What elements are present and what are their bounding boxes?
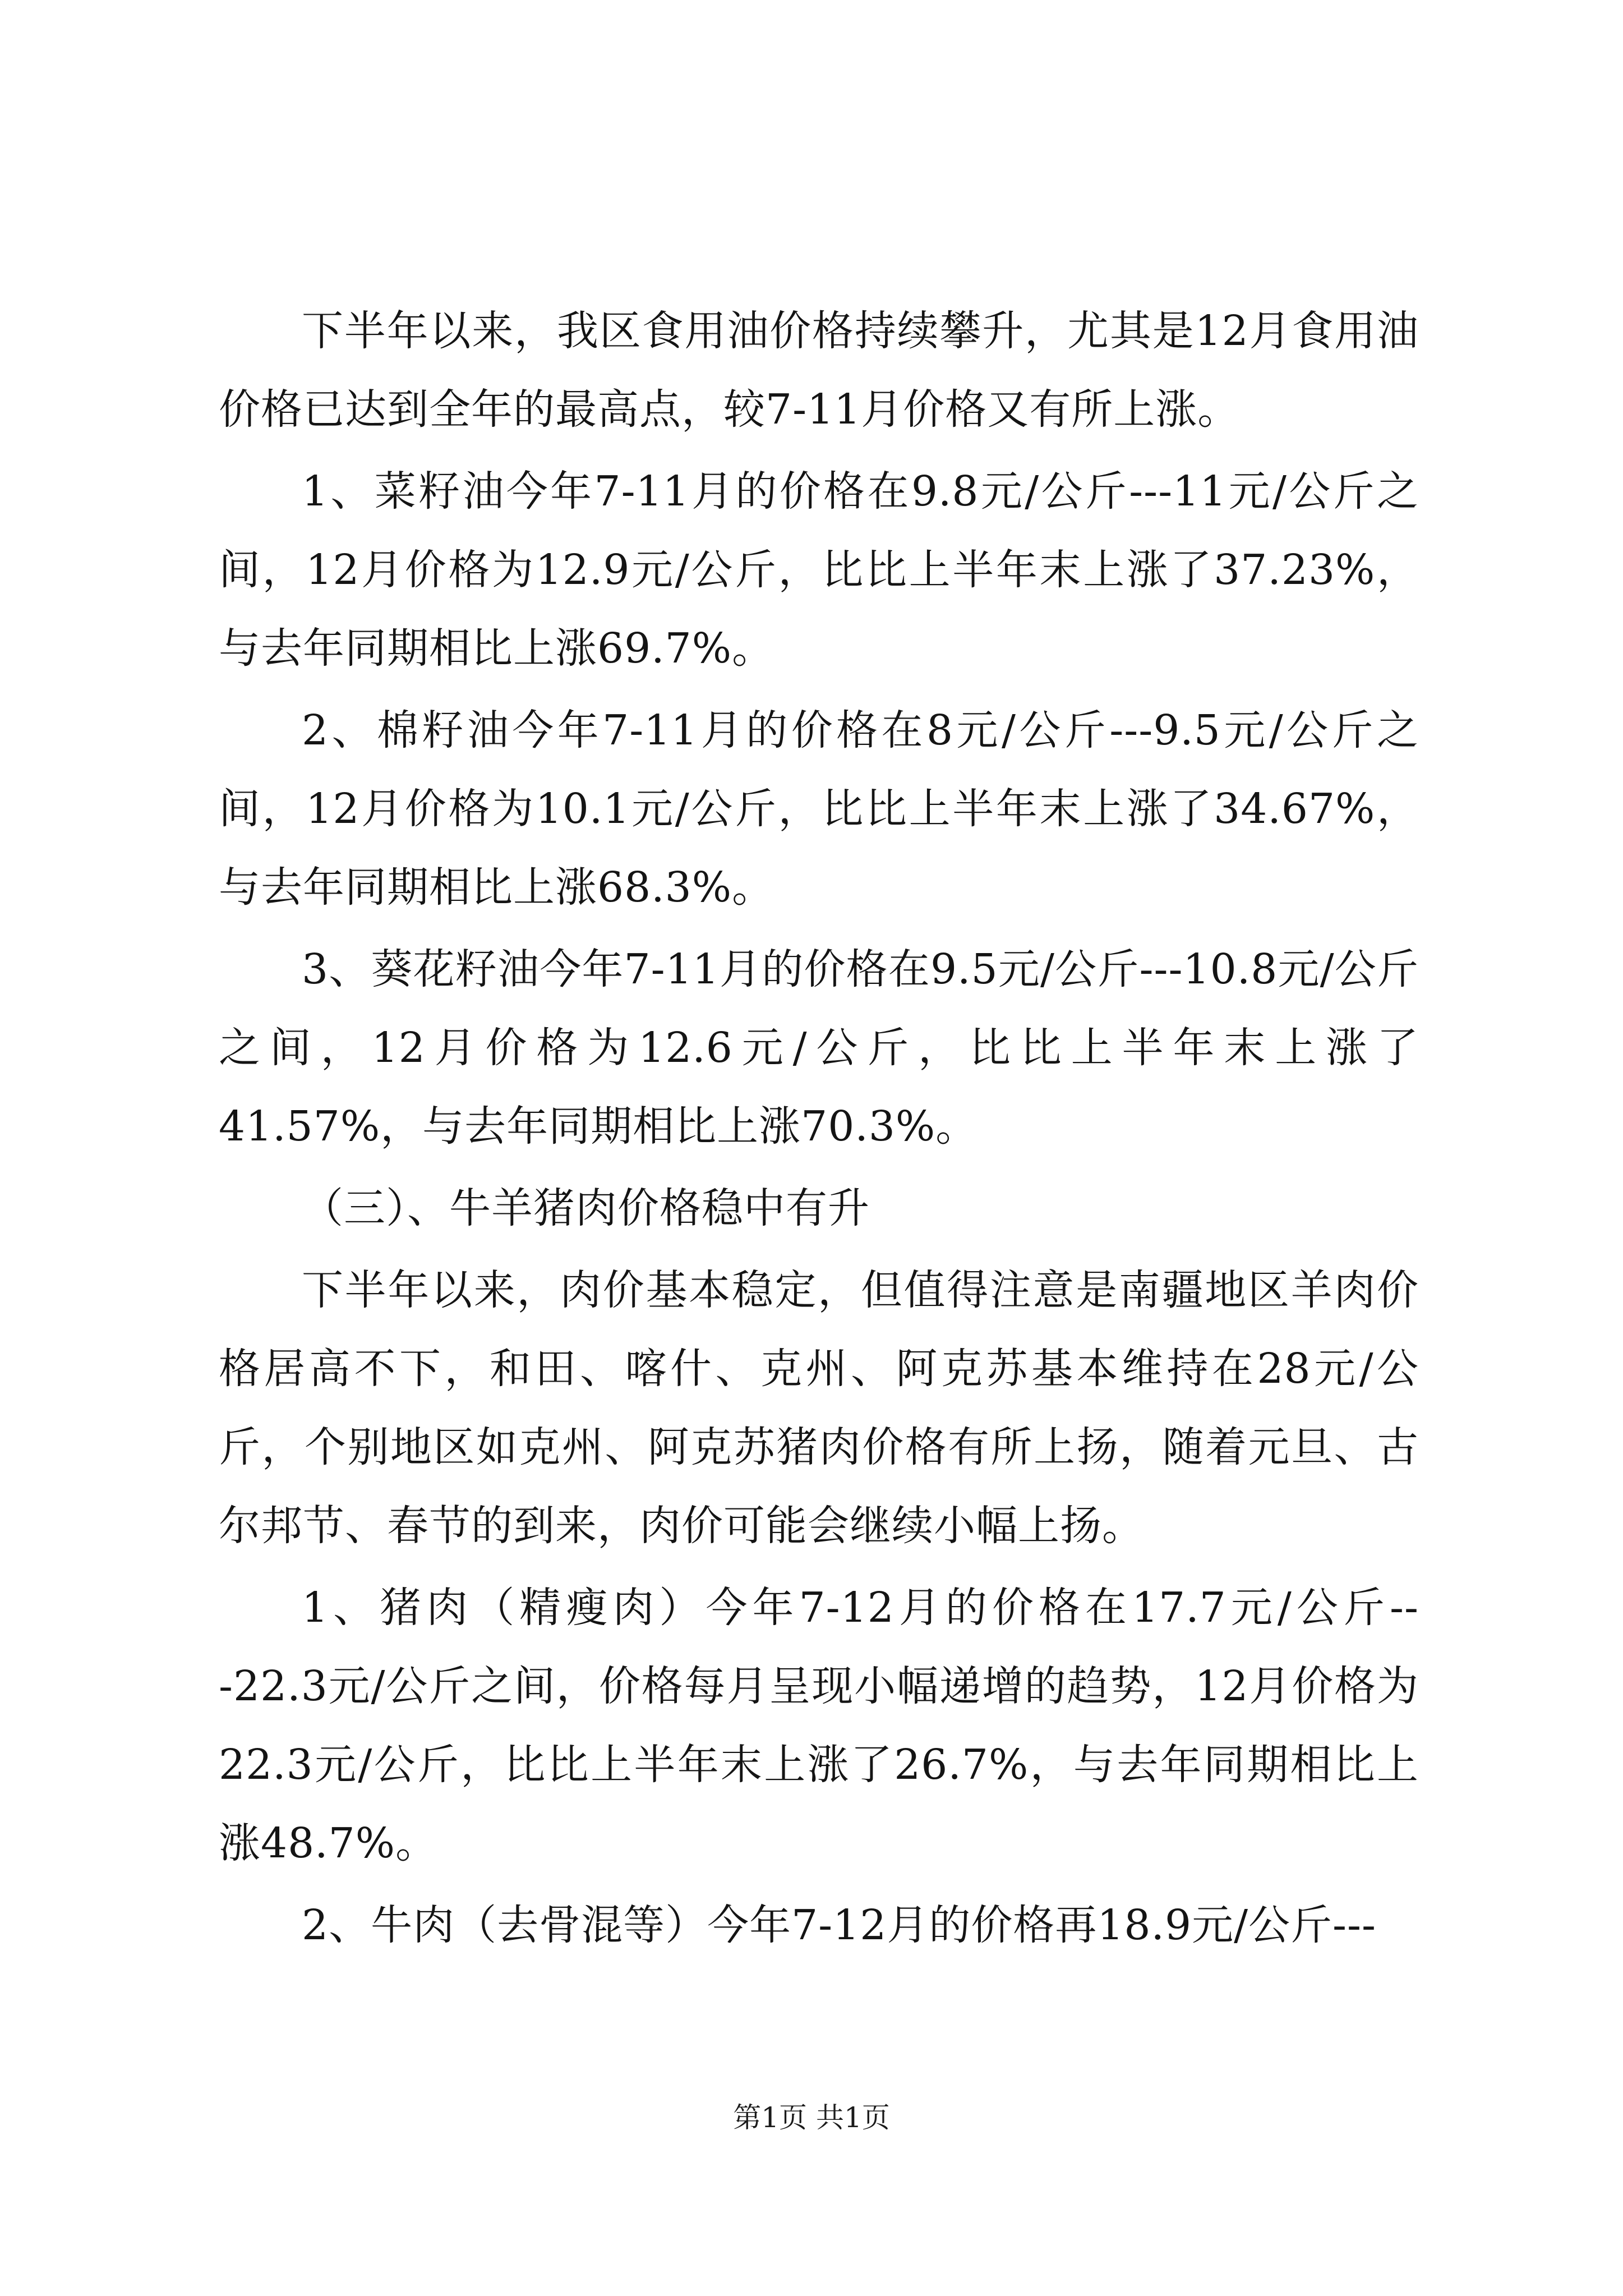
paragraph-pork: 1、猪肉（精瘦肉）今年7-12月的价格在17.7元/公斤---22.3元/公斤之间，价格每月呈现小幅递增的趋势，12月价格为22.3元/公斤，比比上半年末上涨了26.7%，与去年同期相比上涨48.7%。 [219, 1584, 1419, 1867]
paragraph-meat-intro: 下半年以来，肉价基本稳定，但值得注意是南疆地区羊肉价格居高不下，和田、喀什、克州、阿克苏基本维持在28元/公斤，个别地区如克州、阿克苏猪肉价格有所上扬，随着元旦、古尔邦节、春节的到来，肉价可能会继续小幅上扬。 [219, 1266, 1419, 1550]
document-body [219, 292, 1419, 1964]
paragraph-edible-oil-intro: 下半年以来，我区食用油价格持续攀升，尤其是12月食用油价格已达到全年的最高点，较7-11月价格又有所上涨。 [219, 307, 1419, 434]
paragraph-rapeseed-oil: 1、菜籽油今年7-11月的价格在9.8元/公斤---11元/公斤之间，12月价格为12.9元/公斤，比比上半年末上涨了37.23%，与去年同期相比上涨69.7%。 [219, 467, 1419, 673]
paragraph-cottonseed-oil: 2、棉籽油今年7-11月的价格在8元/公斤---9.5元/公斤之间，12月价格为10.1元/公斤，比比上半年末上涨了34.67%，与去年同期相比上涨68.3%。 [219, 706, 1419, 912]
paragraph-sunflower-oil: 3、葵花籽油今年7-11月的价格在9.5元/公斤---10.8元/公斤之间，12月价格为12.6元/公斤，比比上半年末上涨了41.57%，与去年同期相比上涨70.3%。 [219, 945, 1419, 1151]
page-number-footer: 第1页 共1页 [733, 2101, 890, 2134]
section-heading-meat-prices: （三）、牛羊猪肉价格稳中有升 [302, 1184, 870, 1232]
paragraph-beef: 2、牛肉（去骨混等）今年7-12月的价格再18.9元/公斤--- [302, 1901, 1377, 1949]
